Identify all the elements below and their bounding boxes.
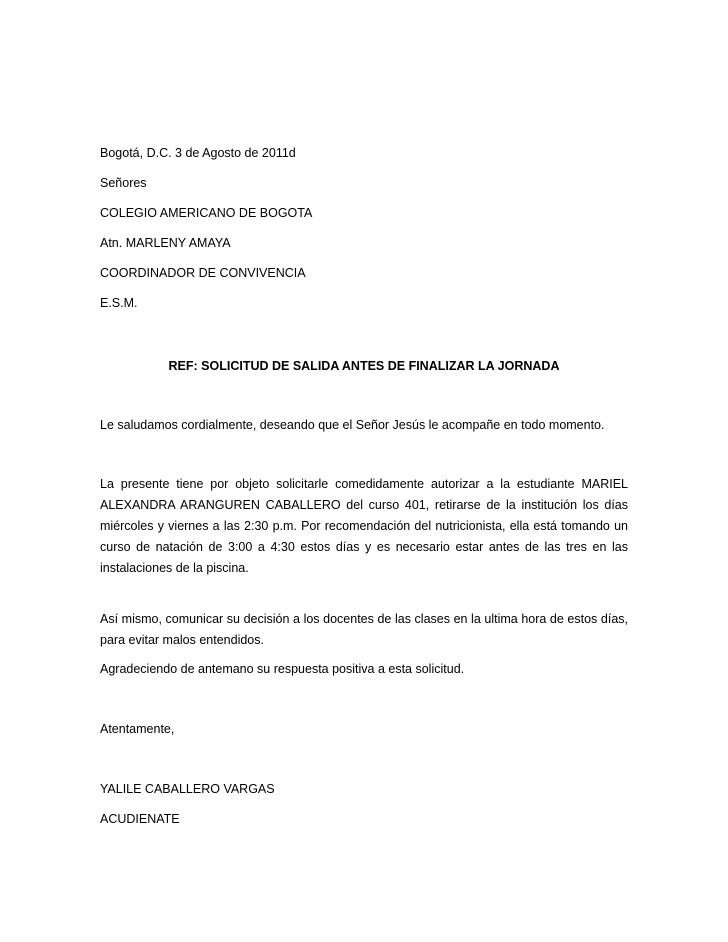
date-line: Bogotá, D.C. 3 de Agosto de 2011d xyxy=(100,146,296,160)
request-paragraph: Así mismo, comunicar su decisión a los docentes de las clases en la ultima hora de estos días, para evitar malos entendidos. xyxy=(100,612,628,647)
signer-name: YALILE CABALLERO VARGAS xyxy=(100,782,275,796)
recipient-role: COORDINADOR DE CONVIVENCIA xyxy=(100,266,306,280)
recipient-school: COLEGIO AMERICANO DE BOGOTA xyxy=(100,206,313,220)
recipient-attention: Atn. MARLENY AMAYA xyxy=(100,236,231,250)
greeting-paragraph: Le saludamos cordialmente, deseando que el Señor Jesús le acompañe en todo momento. xyxy=(100,418,605,432)
thanks-line: Agradeciendo de antemano su respuesta positiva a esta solicitud. xyxy=(100,662,465,676)
esm-line: E.S.M. xyxy=(100,296,138,310)
reference-heading: REF: SOLICITUD DE SALIDA ANTES DE FINALIZAR LA JORNADA xyxy=(168,359,560,373)
body-paragraph: La presente tiene por objeto solicitarle comedidamente autorizar a la estudiante MARIEL ALEXANDRA ARANGUREN CABALLERO del curso 401, retirarse de la institución los días miércoles y viernes a las 2:30 p.m. Por recomendación del nutricionista, ella está tomando un curso de natación de 3:00 a 4:30 estos días y es necesario estar antes de las tres en las instalaciones de la piscina. xyxy=(100,477,628,575)
recipient-salutation: Señores xyxy=(100,176,147,190)
signer-role: ACUDIENATE xyxy=(100,812,180,826)
closing-line: Atentamente, xyxy=(100,722,175,736)
